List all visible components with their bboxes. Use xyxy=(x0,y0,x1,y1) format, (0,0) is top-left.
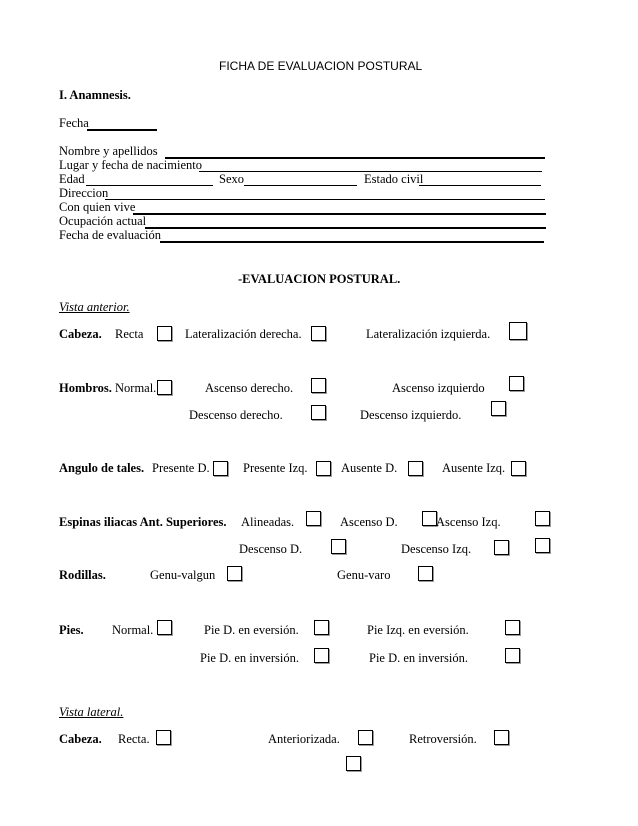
espinas-descenso-izq-label: Descenso Izq. xyxy=(401,542,472,556)
cabeza-lateral-extra-checkbox[interactable] xyxy=(346,756,361,771)
espinas-ascenso-izq-checkbox[interactable] xyxy=(535,511,550,526)
hombros-descenso-izquierdo-checkbox[interactable] xyxy=(491,401,506,416)
pies-d-inversion-checkbox[interactable] xyxy=(314,648,329,663)
cabeza-retroversion-checkbox[interactable] xyxy=(494,730,509,745)
espinas-descenso-d-checkbox[interactable] xyxy=(331,539,346,554)
angulo-ausente-d-checkbox[interactable] xyxy=(408,461,423,476)
cabeza-lateral-recta-label: Recta. xyxy=(118,732,150,746)
espinas-ascenso-d-checkbox[interactable] xyxy=(422,511,437,526)
hombros-descenso-izquierdo-label: Descenso izquierdo. xyxy=(360,408,462,422)
espinas-extra-checkbox[interactable] xyxy=(535,538,550,553)
pies-d-eversion-checkbox[interactable] xyxy=(314,620,329,635)
fecha-label: Fecha xyxy=(59,116,89,130)
section-heading-evaluacion: -EVALUACION POSTURAL. xyxy=(238,272,401,286)
cabeza-anteriorizada-checkbox[interactable] xyxy=(358,730,373,745)
rodillas-genu-valgun-checkbox[interactable] xyxy=(227,566,242,581)
hombros-descenso-derecho-label: Descenso derecho. xyxy=(189,408,283,422)
edad-label: Edad xyxy=(59,172,85,186)
con-quien-vive-field[interactable] xyxy=(133,213,546,215)
hombros-normal-label: Normal. xyxy=(115,381,157,395)
pies-d-eversion-label: Pie D. en eversión. xyxy=(204,623,299,637)
espinas-alineadas-checkbox[interactable] xyxy=(306,511,321,526)
rodillas-genu-valgun-label: Genu-valgun xyxy=(150,568,216,582)
ocupacion-field[interactable] xyxy=(145,227,546,229)
fecha-evaluacion-label: Fecha de evaluación xyxy=(59,228,162,242)
pies-d-inversion-label: Pie D. en inversión. xyxy=(200,651,299,665)
hombros-ascenso-izquierdo-checkbox[interactable] xyxy=(509,376,524,391)
pies-normal-checkbox[interactable] xyxy=(157,620,172,635)
cabeza-lateral-label: Cabeza. xyxy=(59,732,102,746)
nombre-field[interactable] xyxy=(165,157,545,159)
pies-d-inversion-2-label: Pie D. en inversión. xyxy=(369,651,468,665)
cabeza-anteriorizada-label: Anteriorizada. xyxy=(268,732,340,746)
fecha-evaluacion-field[interactable] xyxy=(160,241,544,243)
cabeza-label: Cabeza. xyxy=(59,327,102,341)
cabeza-lateral-recta-checkbox[interactable] xyxy=(156,730,171,745)
angulo-presente-d-checkbox[interactable] xyxy=(213,461,228,476)
sexo-field[interactable] xyxy=(244,185,357,186)
hombros-label: Hombros. xyxy=(59,381,112,395)
estado-civil-field[interactable] xyxy=(419,185,541,186)
angulo-ausente-d-label: Ausente D. xyxy=(341,461,398,475)
rodillas-genu-varo-label: Genu-varo xyxy=(337,568,391,582)
cabeza-lat-derecha-label: Lateralización derecha. xyxy=(185,327,302,341)
nombre-label: Nombre y apellidos xyxy=(59,144,158,158)
angulo-presente-izq-checkbox[interactable] xyxy=(316,461,331,476)
section-heading-anamnesis: I. Anamnesis. xyxy=(59,88,131,102)
espinas-ascenso-d-label: Ascenso D. xyxy=(340,515,398,529)
hombros-ascenso-derecho-checkbox[interactable] xyxy=(311,378,326,393)
estado-civil-label: Estado civil xyxy=(364,172,424,186)
page-title: FICHA DE EVALUACION POSTURAL xyxy=(219,59,423,73)
angulo-presente-d-label: Presente D. xyxy=(152,461,210,475)
pies-normal-label: Normal. xyxy=(112,623,154,637)
sexo-label: Sexo xyxy=(219,172,244,186)
pies-izq-eversion-checkbox[interactable] xyxy=(505,620,520,635)
espinas-descenso-d-label: Descenso D. xyxy=(239,542,303,556)
pies-label: Pies. xyxy=(59,623,84,637)
angulo-presente-izq-label: Presente Izq. xyxy=(243,461,308,475)
pies-d-inversion-2-checkbox[interactable] xyxy=(505,648,520,663)
angulo-ausente-izq-label: Ausente Izq. xyxy=(442,461,506,475)
ocupacion-label: Ocupación actual xyxy=(59,214,147,228)
direccion-label: Direccion xyxy=(59,186,109,200)
hombros-normal-checkbox[interactable] xyxy=(157,380,172,395)
cabeza-retroversion-label: Retroversión. xyxy=(409,732,477,746)
espinas-alineadas-label: Alineadas. xyxy=(241,515,295,529)
hombros-ascenso-izquierdo-label: Ascenso izquierdo xyxy=(392,381,485,395)
con-quien-vive-label: Con quien vive xyxy=(59,200,136,214)
direccion-field[interactable] xyxy=(105,199,545,200)
cabeza-lat-derecha-checkbox[interactable] xyxy=(311,326,326,341)
angulo-ausente-izq-checkbox[interactable] xyxy=(511,461,526,476)
fecha-field[interactable] xyxy=(87,129,157,131)
espinas-iliacas-label: Espinas iliacas Ant. Superiores. xyxy=(59,515,227,529)
rodillas-label: Rodillas. xyxy=(59,568,106,582)
cabeza-recta-checkbox[interactable] xyxy=(157,326,172,341)
cabeza-lat-izquierda-label: Lateralización izquierda. xyxy=(366,327,491,341)
lugar-fecha-nacimiento-label: Lugar y fecha de nacimiento xyxy=(59,158,202,172)
vista-anterior-heading: Vista anterior. xyxy=(59,300,130,314)
espinas-ascenso-izq-label: Ascenso Izq. xyxy=(436,515,501,529)
hombros-ascenso-derecho-label: Ascenso derecho. xyxy=(205,381,294,395)
angulo-tales-label: Angulo de tales. xyxy=(59,461,145,475)
espinas-descenso-izq-checkbox[interactable] xyxy=(494,540,509,555)
vista-lateral-heading: Vista lateral. xyxy=(59,705,124,719)
cabeza-recta-label: Recta xyxy=(115,327,144,341)
hombros-descenso-derecho-checkbox[interactable] xyxy=(311,405,326,420)
cabeza-lat-izquierda-checkbox[interactable] xyxy=(509,322,527,340)
pies-izq-eversion-label: Pie Izq. en eversión. xyxy=(367,623,469,637)
rodillas-genu-varo-checkbox[interactable] xyxy=(418,566,433,581)
